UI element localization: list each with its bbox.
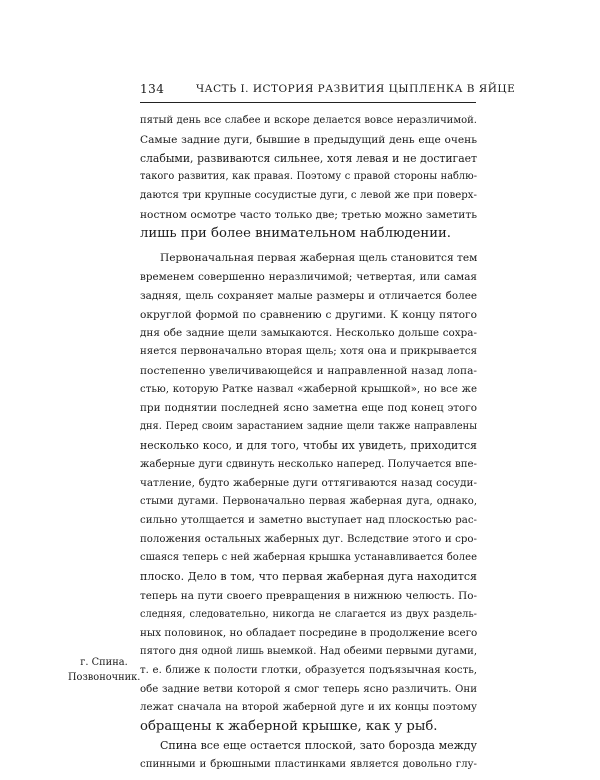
text-line: сильно утолщается и заметно выступает над плоскостью рас- — [140, 514, 477, 526]
text-line: ностном осмотре часто только две; третью можно заметить — [140, 208, 477, 221]
text-line: задняя, щель сохраняет малые размеры и отличается более — [140, 289, 477, 302]
text-line: сшаяся теперь с ней жаберная крышка устанавливается более — [140, 552, 477, 564]
text-line: Спина все еще остается плоской, зато борозда между — [160, 738, 477, 752]
text-line: дня обе задние щели замыкаются. Несколько дольше сохра- — [140, 327, 477, 340]
text-line: теперь на пути своего превращения в нижнюю челюсть. По- — [140, 589, 477, 602]
text-line: жаберные дуги сдвинуть несколько наперед. Получается впе- — [140, 458, 477, 470]
page-header — [140, 82, 516, 96]
text-line: обе задние ветви которой я смог теперь ясно различить. Они — [140, 683, 477, 695]
text-line: Самые задние дуги, бывшие в предыдущий день еще очень — [140, 133, 477, 146]
text-line: даются три крупные сосудистые дуги, с левой же при поверх- — [140, 190, 477, 201]
margin-note-line: Позвоночник. — [68, 672, 141, 683]
text-line: лишь при более внимательном наблюдении. — [140, 225, 451, 241]
text-line: временем совершенно неразличимой; четвертая, или самая — [140, 271, 477, 283]
paragraph-3 — [140, 737, 477, 775]
header-rule — [140, 102, 476, 103]
margin-note — [68, 655, 140, 685]
text-line: пятый день все слабее и вскоре делается вовсе неразличимой. — [140, 115, 477, 126]
text-line: пятого дня одной лишь выемкой. Над обеими первыми дугами, — [140, 646, 477, 657]
text-line: плоско. Дело в том, что первая жаберная дуга находится — [140, 570, 477, 583]
text-line: несколько косо, и для того, чтобы их увидеть, приходится — [140, 438, 477, 452]
text-line: Первоначальная первая жаберная щель становится тем — [160, 252, 478, 265]
text-line: стыми дугами. Первоначально первая жаберная дуга, однако, — [140, 496, 477, 507]
text-line: ных половинок, но обладает посредине в продолжение всего — [140, 627, 478, 640]
text-line: обращены к жаберной крышке, как у рыб. — [140, 719, 438, 734]
paragraph-2 — [140, 249, 477, 737]
text-line: стью, которую Ратке назвал «жаберной крышкой», но все же — [140, 383, 477, 395]
text-line: положения остальных жаберных дуг. Вследствие этого и сро- — [140, 533, 477, 545]
text-line: при поднятии последней ясно заметна еще под конец этого — [140, 402, 477, 415]
running-title: ЧАСТЬ I. ИСТОРИЯ РАЗВИТИЯ ЦЫПЛЕНКА В ЯЙЦЕ — [196, 83, 516, 95]
text-line: слабыми, развиваются сильнее, хотя левая и не достигает — [140, 151, 477, 165]
page-number: 134 — [140, 82, 165, 96]
text-line: следняя, следовательно, никогда не слагается из двух раздель- — [140, 608, 477, 620]
text-line: чатление, будто жаберные дуги оттягиваются назад сосуди- — [140, 477, 477, 490]
text-line: спинными и брюшными пластинками является довольно глу- — [140, 758, 477, 770]
text-line: няется первоначально вторая щель; хотя она и прикрывается — [140, 346, 477, 357]
text-line: постепенно увеличивающейся и направленной назад лопа- — [140, 364, 477, 377]
text-line: дня. Перед своим зарастанием задние щели также направлены — [140, 421, 477, 432]
body-text — [140, 112, 477, 774]
margin-note-line: г. Спина. — [80, 657, 128, 668]
text-line: т. е. ближе к полости глотки, образуется подъязычная кость, — [140, 664, 477, 676]
text-line: лежат сначала на второй жаберной дуге и их концы поэтому — [140, 702, 477, 714]
text-line: такого развития, как правая. Поэтому с правой стороны наблю- — [140, 171, 477, 183]
paragraph-1 — [140, 112, 477, 243]
text-line: округлой формой по сравнению с другими. К концу пятого — [140, 308, 477, 321]
